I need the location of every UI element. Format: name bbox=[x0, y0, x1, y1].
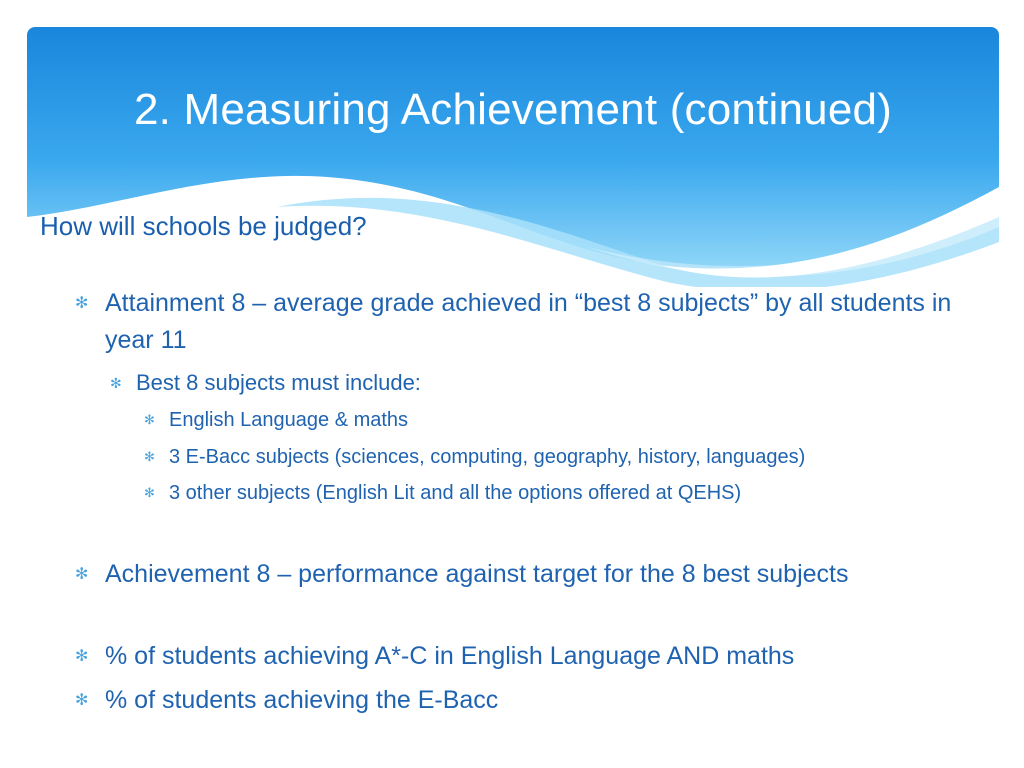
list-item-text: English Language & maths bbox=[169, 409, 409, 431]
list-item bbox=[75, 638, 985, 675]
asterisk-bullet-icon: ✻ bbox=[75, 566, 89, 583]
list-item bbox=[144, 478, 989, 508]
list-item-text: Attainment 8 – average grade achieved in “best 8 subjects” by all students in year 11 bbox=[105, 289, 952, 354]
list-item-text: 3 other subjects (English Lit and all the options offered at QEHS) bbox=[169, 482, 742, 504]
wave-background bbox=[27, 27, 999, 287]
asterisk-bullet-icon: ✻ bbox=[110, 375, 122, 391]
slide-title: 2. Measuring Achievement (continued) bbox=[133, 85, 893, 134]
slide-subtitle: How will schools be judged? bbox=[40, 211, 367, 241]
list-item bbox=[75, 285, 985, 359]
title-banner bbox=[27, 27, 999, 287]
list-item-text: 3 E-Bacc subjects (sciences, computing, geography, history, languages) bbox=[169, 446, 806, 468]
list-item bbox=[144, 405, 989, 435]
asterisk-bullet-icon: ✻ bbox=[75, 692, 89, 709]
list-item-text: Achievement 8 – performance against target for the 8 best subjects bbox=[105, 560, 849, 588]
asterisk-bullet-icon: ✻ bbox=[144, 485, 155, 500]
list-item-text: Best 8 subjects must include: bbox=[136, 370, 421, 395]
list-item bbox=[75, 682, 985, 719]
list-item bbox=[144, 442, 989, 472]
asterisk-bullet-icon: ✻ bbox=[144, 449, 155, 464]
asterisk-bullet-icon: ✻ bbox=[144, 412, 155, 427]
list-item bbox=[110, 367, 976, 399]
asterisk-bullet-icon: ✻ bbox=[75, 648, 89, 665]
list-item bbox=[75, 556, 985, 593]
asterisk-bullet-icon: ✻ bbox=[75, 295, 89, 312]
list-item-text: % of students achieving the E-Bacc bbox=[105, 686, 499, 714]
list-item-text: % of students achieving A*-C in English Language AND maths bbox=[105, 642, 795, 670]
